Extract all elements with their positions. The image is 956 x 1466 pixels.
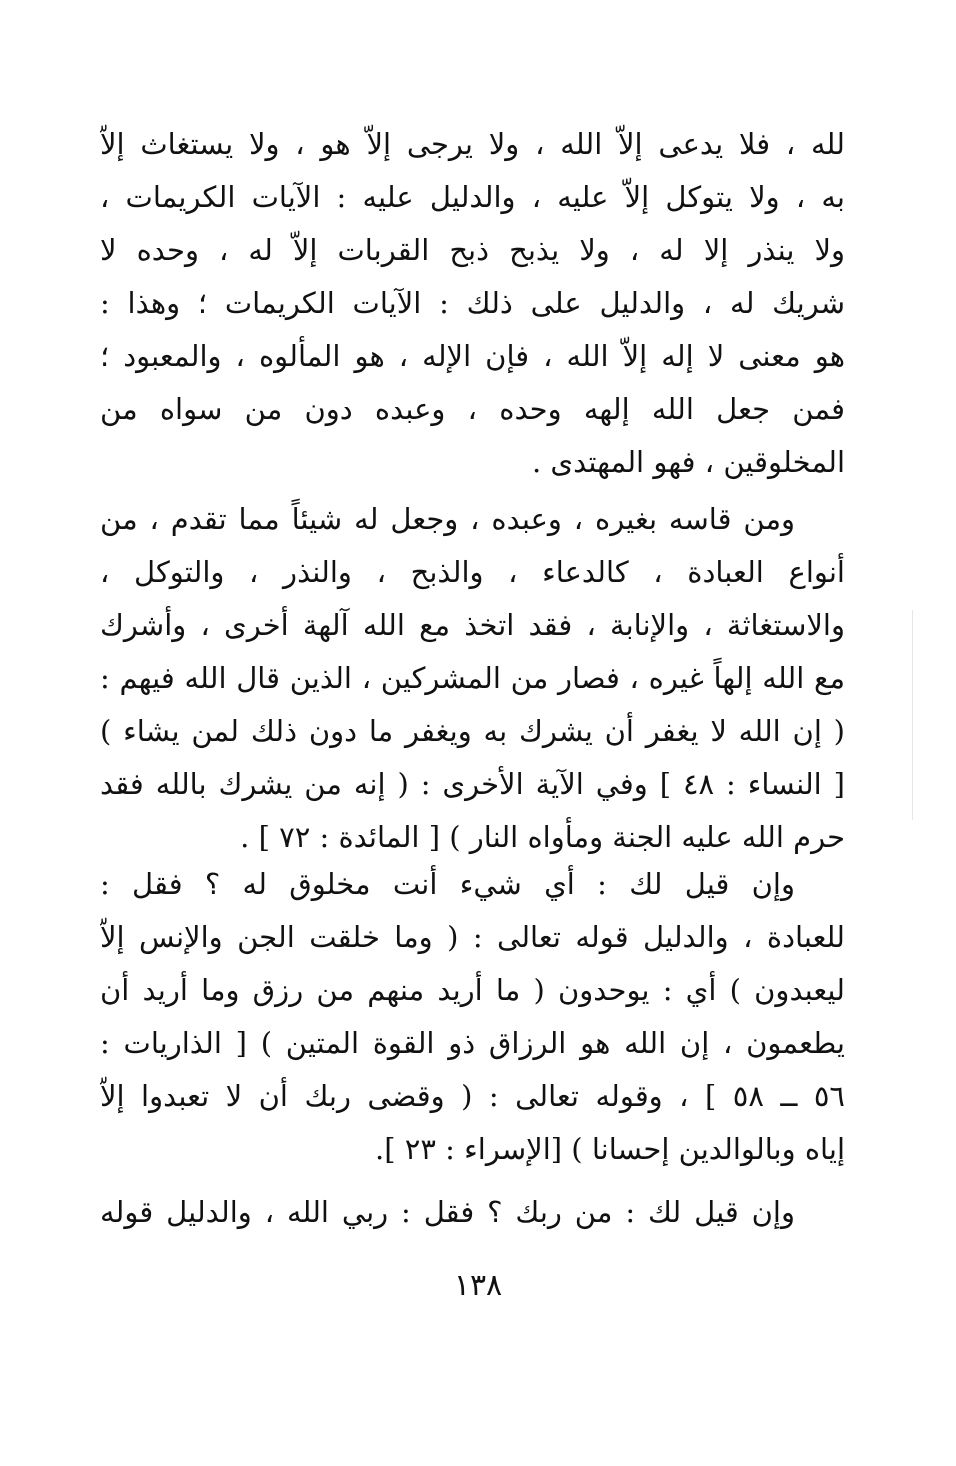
text-line: ( إن الله لا يغفر أن يشرك به ويغفر ما دون ذلك لمن يشاء ) <box>100 714 845 748</box>
text-line: لله ، فلا يدعى إلاّ الله ، ولا يرجى إلاّ هو ، ولا يستغاث إلاّ <box>100 127 845 161</box>
text-line: هو معنى لا إله إلاّ الله ، فإن الإله ، هو المألوه ، والمعبود ؛ <box>100 339 845 373</box>
paragraph-2 <box>100 493 845 864</box>
text-line: ولا ينذر إلا له ، ولا يذبح ذبح القربات إلاّ له ، وحده لا <box>100 233 845 267</box>
margin-divider <box>912 610 913 820</box>
text-line: والاستغاثة ، والإنابة ، فقد اتخذ مع الله آلهة أخرى ، وأشرك <box>100 608 845 642</box>
text-line: مع الله إلهاً غيره ، فصار من المشركين ، الذين قال الله فيهم : <box>100 661 845 695</box>
text-line: للعبادة ، والدليل قوله تعالى : ( وما خلقت الجن والإنس إلاّ <box>100 920 845 954</box>
text-line: أنواع العبادة ، كالدعاء ، والذبح ، والنذر ، والتوكل ، <box>100 555 845 589</box>
paragraph-3 <box>100 858 845 1176</box>
text-line: ٥٦ ــ ٥٨ ] ، وقوله تعالى : ( وقضى ربك أن لا تعبدوا إلاّ <box>100 1079 845 1113</box>
paragraph-4 <box>100 1186 845 1239</box>
text-line: حرم الله عليه الجنة ومأواه النار ) [ المائدة : ٧٢ ] . <box>240 820 845 854</box>
text-line: ليعبدون ) أي : يوحدون ( ما أريد منهم من رزق وما أريد أن <box>100 973 845 1007</box>
text-line: شريك له ، والدليل على ذلك : الآيات الكريمات ؛ وهذا : <box>100 286 845 320</box>
text-line: إياه وبالوالدين إحسانا ) [الإسراء : ٢٣ ]. <box>375 1132 845 1166</box>
paragraph-1 <box>100 118 845 489</box>
page-number: ١٣٨ <box>453 1268 503 1303</box>
text-line: ومن قاسه بغيره ، وعبده ، وجعل له شيئاً مما تقدم ، من <box>100 502 795 536</box>
text-line: به ، ولا يتوكل إلاّ عليه ، والدليل عليه : الآيات الكريمات ، <box>100 180 845 214</box>
text-line: يطعمون ، إن الله هو الرزاق ذو القوة المتين ) [ الذاريات : <box>100 1026 845 1060</box>
text-line: فمن جعل الله إلهه وحده ، وعبده دون من سواه من <box>100 392 845 426</box>
text-line: المخلوقين ، فهو المهتدى . <box>531 445 845 479</box>
text-line: وإن قيل لك : من ربك ؟ فقل : ربي الله ، والدليل قوله <box>100 1195 795 1229</box>
text-line: وإن قيل لك : أي شيء أنت مخلوق له ؟ فقل : <box>100 867 795 901</box>
text-line: [ النساء : ٤٨ ] وفي الآية الأخرى : ( إنه من يشرك بالله فقد <box>100 767 845 801</box>
